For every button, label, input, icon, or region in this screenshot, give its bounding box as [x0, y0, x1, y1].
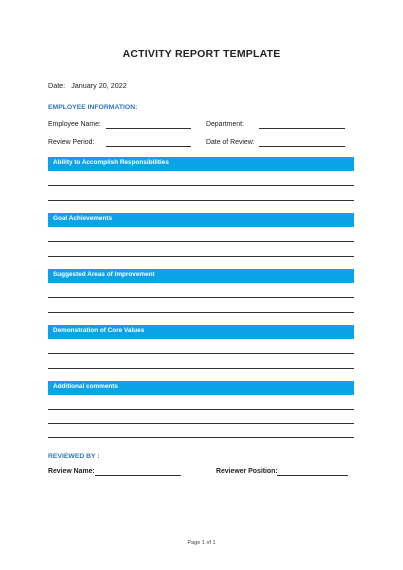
- section-title: Demonstration of Core Values: [53, 327, 145, 334]
- answer-line[interactable]: [48, 200, 354, 201]
- reviewer-position-field[interactable]: [277, 475, 348, 476]
- section-bar-core-values: [48, 325, 354, 339]
- answer-line[interactable]: [48, 256, 354, 257]
- answer-line[interactable]: [48, 409, 354, 410]
- date-of-review-field[interactable]: [259, 146, 345, 147]
- answer-line[interactable]: [48, 368, 354, 369]
- section-bar-additional-comments: [48, 381, 354, 395]
- section-bar-goal-achievements: [48, 213, 354, 227]
- date-label: Date:: [48, 81, 66, 90]
- page-footer: Page 1 of 1: [187, 540, 216, 546]
- date-of-review-label: Date of Review:: [206, 139, 255, 146]
- employee-name-field[interactable]: [106, 128, 191, 129]
- section-title: Additional comments: [53, 383, 118, 390]
- review-period-label: Review Period:: [48, 139, 95, 146]
- department-label: Department:: [206, 121, 244, 128]
- answer-line[interactable]: [48, 241, 354, 242]
- answer-line[interactable]: [48, 437, 354, 438]
- department-field[interactable]: [259, 128, 345, 129]
- review-name-field[interactable]: [95, 475, 181, 476]
- section-bar-improvement: [48, 269, 354, 283]
- date-line: [48, 81, 127, 90]
- document-title: ACTIVITY REPORT TEMPLATE: [122, 48, 281, 60]
- section-title: Suggested Areas of Improvement: [53, 271, 155, 278]
- review-period-field[interactable]: [106, 146, 191, 147]
- answer-line[interactable]: [48, 297, 354, 298]
- employee-info-heading: EMPLOYEE INFORMATION:: [48, 104, 138, 111]
- answer-line[interactable]: [48, 312, 354, 313]
- review-name-label: Review Name:: [48, 468, 95, 475]
- answer-line[interactable]: [48, 353, 354, 354]
- reviewed-by-heading: REVIEWED BY :: [48, 453, 100, 460]
- date-value: January 20, 2022: [71, 81, 127, 90]
- section-title: Ability to Accomplish Responsibilities: [53, 159, 169, 166]
- answer-line[interactable]: [48, 423, 354, 424]
- section-title: Goal Achievements: [53, 215, 113, 222]
- answer-line[interactable]: [48, 185, 354, 186]
- section-bar-responsibilities: [48, 157, 354, 171]
- reviewer-position-label: Reviewer Position:: [216, 468, 278, 475]
- employee-name-label: Employee Name:: [48, 121, 101, 128]
